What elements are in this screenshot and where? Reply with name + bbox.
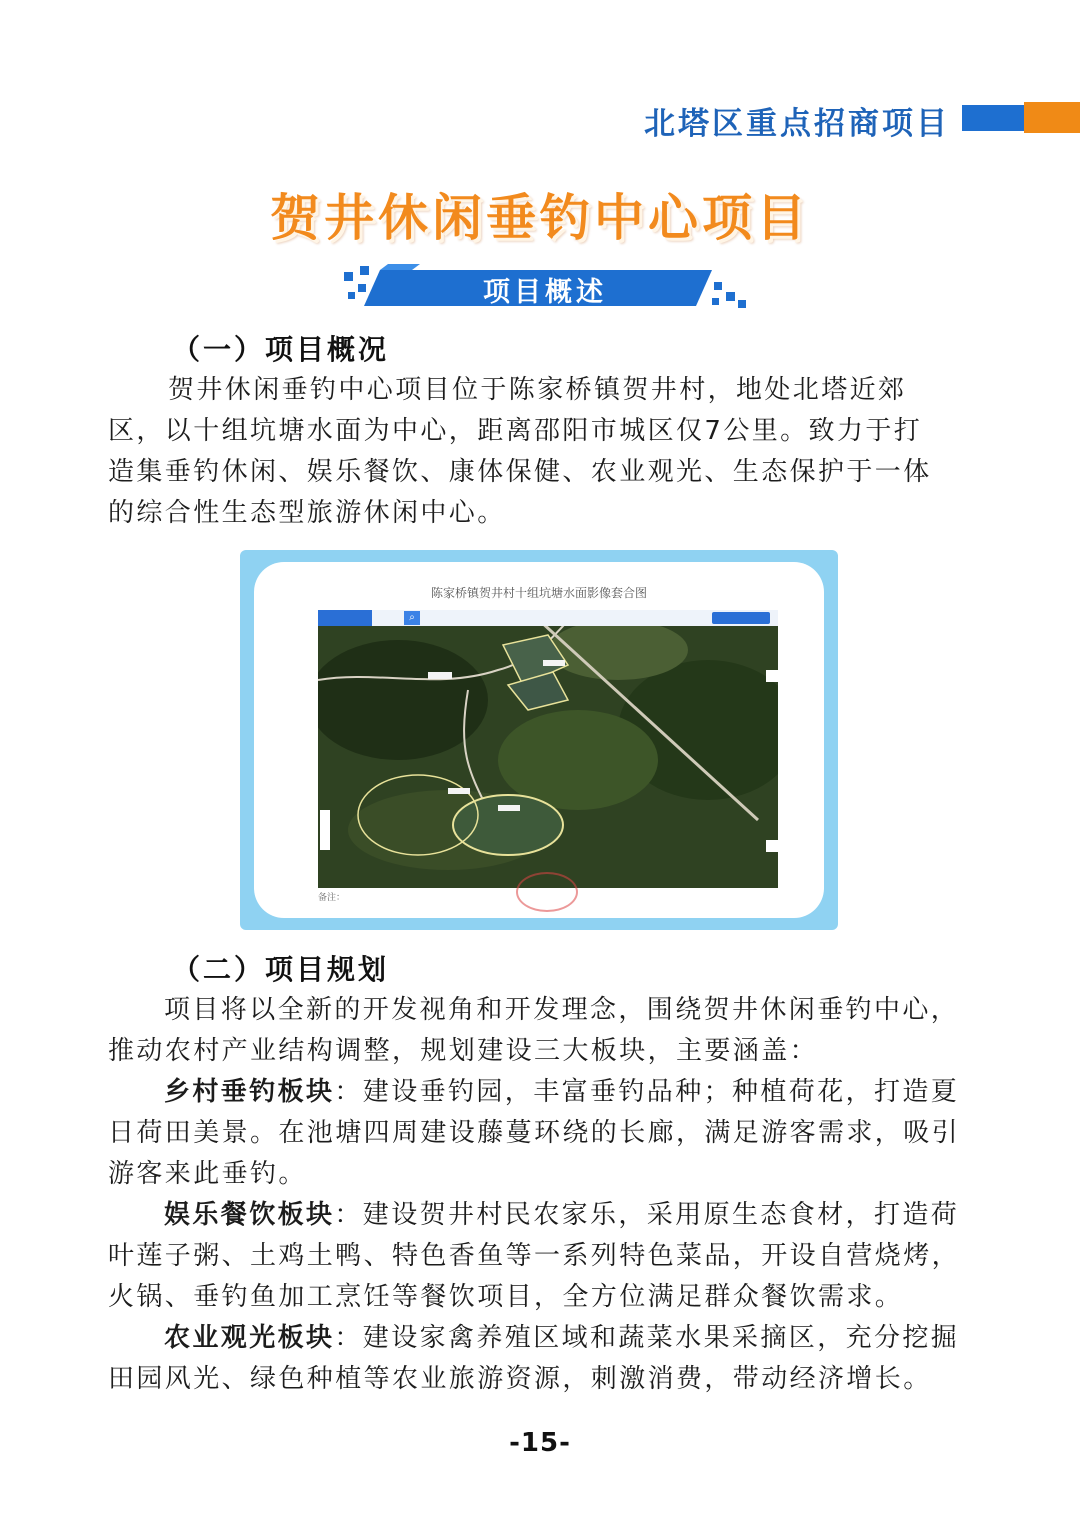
text-line: 推动农村产业结构调整，规划建设三大板块，主要涵盖： xyxy=(108,1036,819,1066)
text-line: 的综合性生态型旅游休闲中心。 xyxy=(108,498,506,528)
map-toolbar xyxy=(318,610,778,626)
satellite-terrain xyxy=(318,610,778,888)
header-label: 北塔区重点招商项目 xyxy=(644,106,950,142)
page-title: 贺井休闲垂钓中心项目 xyxy=(270,189,810,247)
map-logo xyxy=(318,610,372,626)
map-figure-frame xyxy=(240,550,838,930)
figure-caption: 陈家桥镇贺井村十组坑塘水面影像套合图 xyxy=(430,586,647,600)
satellite-map-image xyxy=(318,610,778,888)
block-fishing-first-line xyxy=(108,1072,974,1113)
page-number: -15- xyxy=(509,1428,571,1458)
text-line: 游客来此垂钓。 xyxy=(108,1159,307,1189)
block-fishing-title: 乡村垂钓板块 xyxy=(164,1077,335,1107)
section-heading-overview: （一）项目概况 xyxy=(172,333,390,366)
section-heading-planning: （二）项目规划 xyxy=(172,953,390,986)
block-agritourism-first-line xyxy=(108,1318,974,1359)
block-agritourism-text: ：建设家禽养殖区域和蔬菜水果采摘区，充分挖掘 xyxy=(334,1323,960,1353)
block-dining-first-line xyxy=(108,1195,974,1236)
text-line: 项目将以全新的开发视角和开发理念，围绕贺井休闲垂钓中心， xyxy=(164,995,960,1025)
overview-paragraph xyxy=(108,370,974,534)
text-line: 日荷田美景。在池塘四周建设藤蔓环绕的长廊，满足游客需求，吸引 xyxy=(108,1118,961,1148)
block-dining-text: ：建设贺井村民农家乐，采用原生态食材，打造荷 xyxy=(334,1200,960,1230)
map-note: 备注： xyxy=(318,893,346,903)
search-icon[interactable]: ⌕ xyxy=(404,611,420,625)
header-accent-bar-orange xyxy=(1024,102,1080,133)
planning-paragraph xyxy=(108,990,974,1400)
block-fishing-text: ：建设垂钓园，丰富垂钓品种；种植荷花，打造夏 xyxy=(334,1077,960,1107)
text-line: 造集垂钓休闲、娱乐餐饮、康体保健、农业观光、生态保护于一体 xyxy=(108,457,932,487)
map-figure-card xyxy=(254,562,824,918)
text-line: 叶莲子粥、土鸡土鸭、特色香鱼等一系列特色菜品，开设自营烧烤， xyxy=(108,1241,961,1271)
section-banner-label: 项目概述 xyxy=(483,277,607,308)
header-accent-bar-blue xyxy=(962,105,1024,131)
block-agritourism-title: 农业观光板块 xyxy=(164,1323,335,1353)
section-banner xyxy=(340,262,750,310)
text-line: 区，以十组坑塘水面为中心，距离邵阳市城区仅7公里。致力于打 xyxy=(108,416,923,446)
block-dining-title: 娱乐餐饮板块 xyxy=(164,1200,335,1230)
layers-icon[interactable] xyxy=(712,612,770,624)
text-line: 火锅、垂钓鱼加工烹饪等餐饮项目，全方位满足群众餐饮需求。 xyxy=(108,1282,904,1312)
text-line: 田园风光、绿色种植等农业旅游资源，刺激消费，带动经济增长。 xyxy=(108,1364,932,1394)
text-line: 贺井休闲垂钓中心项目位于陈家桥镇贺井村，地处北塔近郊 xyxy=(168,375,907,405)
